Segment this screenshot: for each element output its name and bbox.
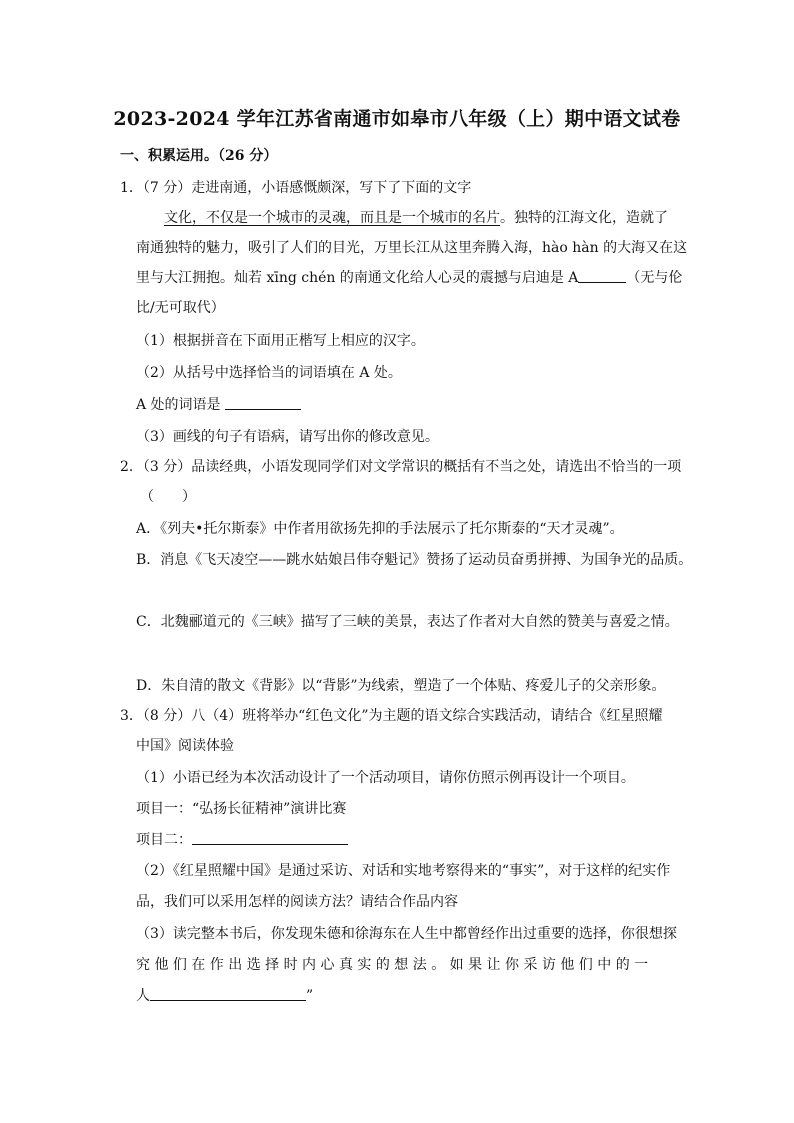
q1-underlined-sentence: 文化，不仅是一个城市的灵魂，而且是一个城市的名片 — [164, 210, 500, 226]
q2-option-c[interactable]: C．北魏郦道元的《三峡》描写了三峡的美景，表达了作者对大自然的赞美与喜爱之情。 — [136, 614, 679, 630]
q2-stem: 2．（3 分）品读经典，小语发现同学们对文学常识的概括有不当之处，请选出不恰当的一项 — [120, 459, 682, 475]
q3-sub3-line1: （3）读完整本书后，你发现朱德和徐海东在人生中都曾经作出过重要的选择，你很想探 — [136, 926, 677, 942]
q2-option-a[interactable]: A．《列夫•托尔斯泰》中作者用欲扬先抑的手法展示了托尔斯泰的“天才灵魂”。 — [136, 521, 624, 537]
q1-sub3: （3）画线的句子有语病，请写出你的修改意见。 — [136, 429, 439, 445]
section-heading: 一、积累运用。（26 分） — [120, 148, 278, 164]
q1-blank-a[interactable] — [578, 268, 626, 283]
q1-answer-blank[interactable] — [225, 395, 301, 410]
q3-stem-cont: 中国》阅读体验 — [136, 738, 234, 754]
q3-item2-blank[interactable] — [192, 830, 348, 845]
page-title: 2023-2024 学年江苏省南通市如皋市八年级（上）期中语文试卷 — [113, 108, 681, 130]
q3-sub3-line3: 人 ” — [136, 988, 314, 1004]
q1-sub1: （1）根据拼音在下面用正楷写上相应的汉字。 — [136, 333, 425, 349]
q1-stem: 1．（7 分）走进南通，小语感慨颇深，写下了下面的文字 — [120, 180, 472, 196]
q1-passage-line3: 里与大江拥抱。灿若 xīng chén 的南通文化给人心灵的震撼与启迪是 A （无与伦 — [136, 270, 683, 286]
q3-sub1: （1）小语已经为本次活动设计了一个活动项目，请你仿照示例再设计一个项目。 — [136, 770, 635, 786]
q2-answer-paren[interactable]: （ ） — [140, 489, 196, 505]
q2-option-b[interactable]: B．消息《飞天凌空——跳水姑娘吕伟夺魁记》赞扬了运动员奋勇拼搏、为国争光的品质。 — [136, 552, 693, 568]
q3-sub3-line2: 究 他 们 在 作 出 选 择 时 内 心 真 实 的 想 法 。 如 果 让 你 采 访 他 们 中 的 一 — [136, 957, 649, 973]
q1-sub2: （2）从括号中选择恰当的词语填在 A 处。 — [136, 365, 402, 381]
q1-passage-line2: 南通独特的魅力，吸引了人们的目光，万里长江从这里奔腾入海，hào hàn 的大海又在这 — [136, 240, 688, 256]
q1-sub2-answer-line: A 处的词语是 — [136, 395, 301, 415]
q1-passage-line1: 文化，不仅是一个城市的灵魂，而且是一个城市的名片。独特的江海文化，造就了 — [164, 210, 668, 226]
q3-sub2-line1: （2）《红星照耀中国》是通过采访、对话和实地考察得来的“事实”，对于这样的纪实作 — [136, 863, 671, 879]
q3-item2: 项目二： — [136, 830, 348, 850]
q3-stem: 3．（8 分）八（4）班将举办“红色文化”为主题的语文综合实践活动，请结合《红星照耀 — [120, 708, 663, 724]
q3-item1: 项目一：“弘扬长征精神”演讲比赛 — [136, 801, 347, 817]
q3-sub3-blank[interactable] — [150, 986, 306, 1001]
q1-passage-line4: 比/无可取代） — [136, 300, 225, 316]
q2-option-d[interactable]: D．朱自清的散文《背影》以“背影”为线索，塑造了一个体贴、疼爱儿子的父亲形象。 — [136, 678, 666, 694]
q3-sub2-line2: 品，我们可以采用怎样的阅读方法？请结合作品内容 — [136, 894, 458, 910]
